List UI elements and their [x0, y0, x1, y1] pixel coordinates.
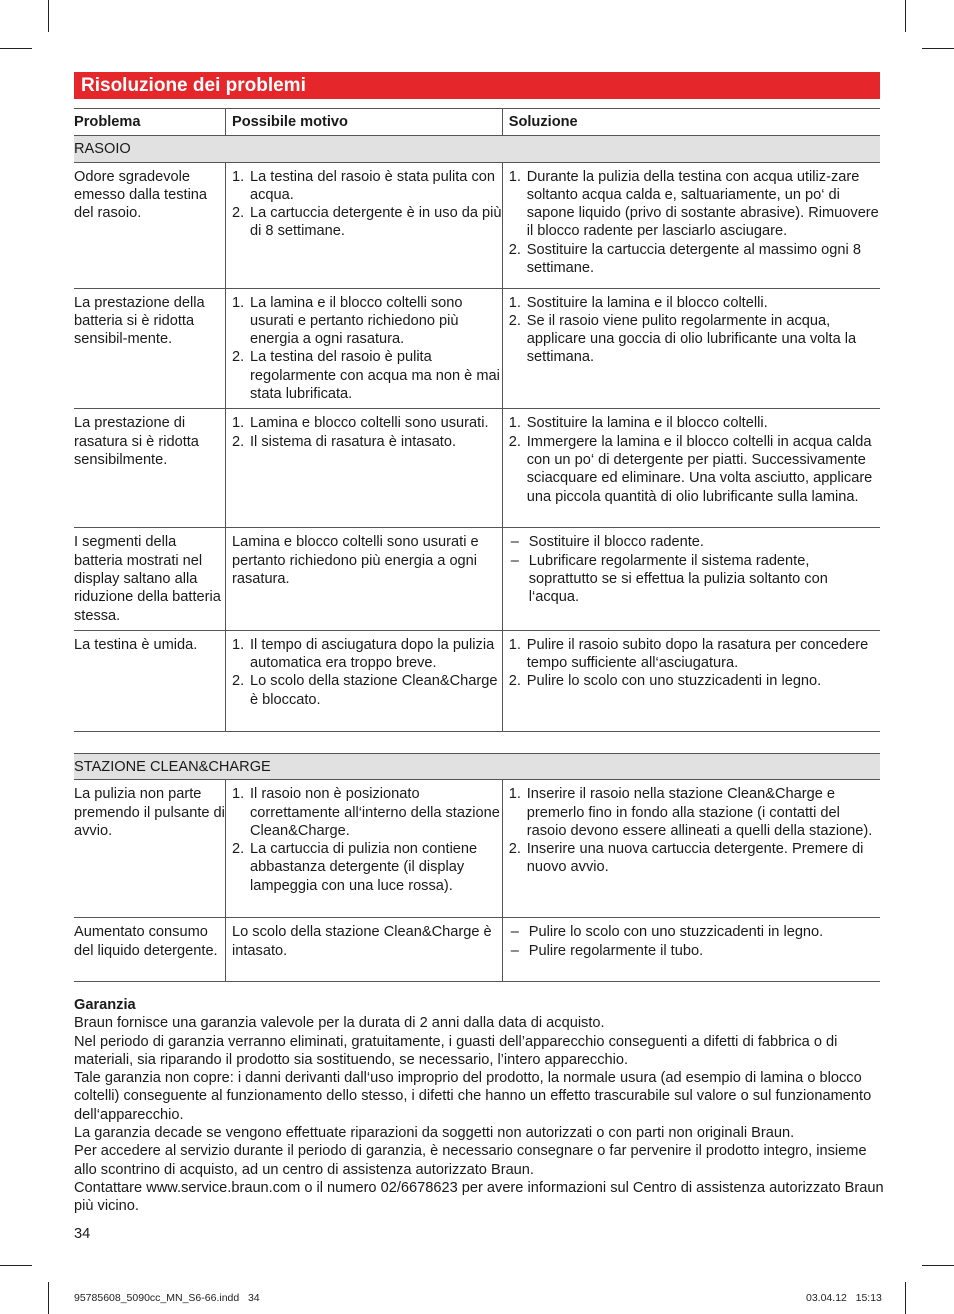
problem-cell: La prestazione della batteria si è ridotta sensibil-mente.	[74, 288, 226, 409]
table-row	[74, 918, 880, 982]
warranty-paragraph: Nel periodo di garanzia verranno eliminati, gratuitamente, i guasti dell’apparecchio conseguenti a difetti di fabbrica o di materiali, sia riparando il prodotto sia sostituendo, se necessario, l’intero apparecchio.	[74, 1033, 838, 1068]
warranty-paragraph: La garanzia decade se vengono effettuate riparazioni da soggetti non autorizzati o con parti non originali Braun.	[74, 1125, 795, 1142]
crop-mark	[48, 1282, 49, 1314]
table-row	[74, 528, 880, 630]
table-row	[74, 162, 880, 288]
list-item: 1. Lamina e blocco coltelli sono usurati.	[232, 415, 489, 432]
crop-mark	[0, 48, 32, 49]
list-item: – Pulire regolarmente il tubo.	[510, 942, 704, 959]
crop-mark	[905, 0, 906, 32]
solution-cell	[502, 528, 880, 630]
troubleshooting-table-station	[74, 753, 880, 982]
section-row	[74, 136, 880, 162]
list-item: 1. Durante la pulizia della testina con acqua utiliz-zare soltanto acqua calda e, saltuariamente, un po‘ di sapone liquido (privo di sostante abrasive). Rimuovere il blocco radente per lasciarlo asciugare.	[508, 168, 879, 240]
warranty-paragraph: Braun fornisce una garanzia valevole per la durata di 2 anni dalla data di acquisto.	[74, 1015, 605, 1032]
list-item: 2. La testina del rasoio è pulita regolarmente con acqua ma non è mai stata lubrificata.	[232, 349, 500, 403]
list-item: – Sostituire il blocco radente.	[510, 534, 704, 551]
list-item: 1. La testina del rasoio è stata pulita con acqua.	[232, 168, 496, 203]
solution-cell	[502, 409, 880, 528]
crop-mark	[922, 48, 954, 49]
footer-date: 03.04.12 15:13	[806, 1292, 882, 1304]
problem-cell: La prestazione di rasatura si è ridotta sensibilmente.	[74, 409, 226, 528]
table-header-row	[74, 109, 880, 136]
list-item: 1. La lamina e il blocco coltelli sono usurati e pertanto richiedono più energia a ogni rasatura.	[232, 294, 463, 348]
crop-mark	[0, 1265, 32, 1266]
table-row	[74, 288, 880, 409]
solution-cell	[502, 162, 880, 288]
warranty-paragraph: Tale garanzia non copre: i danni derivanti dall‘uso improprio del prodotto, la normale usura (ad esempio di lamina o blocco coltelli) conseguente al funzionamento dello stesso, i difetti che hanno un effetto trascurabile sul valore o sul funzionamento dell‘apparecchio.	[74, 1070, 872, 1123]
list-item: 1. Sostituire la lamina e il blocco coltelli.	[508, 294, 768, 311]
problem-cell: La pulizia non parte premendo il pulsante di avvio.	[74, 780, 226, 918]
reason-cell	[226, 409, 503, 528]
solution-cell	[502, 918, 880, 982]
warranty-section	[74, 996, 884, 1216]
reason-cell	[226, 288, 503, 409]
list-item: 2. Se il rasoio viene pulito regolarmente in acqua, applicare una goccia di olio lubrificante una volta la settimana.	[508, 312, 857, 366]
warranty-title: Garanzia	[74, 997, 136, 1013]
list-item: 2. Pulire lo scolo con uno stuzzicadenti in legno.	[508, 673, 822, 690]
table-row	[74, 780, 880, 918]
section-row	[74, 754, 880, 780]
problem-cell: I segmenti della batteria mostrati nel display saltano alla riduzione della batteria stessa.	[74, 528, 226, 630]
section-title: STAZIONE CLEAN&CHARGE	[74, 754, 880, 780]
warranty-paragraph: Contattare www.service.braun.com o il numero 02/6678623 per avere informazioni sul Centro di assistenza autorizzato Braun più vicino.	[74, 1179, 884, 1215]
list-item: 1. Sostituire la lamina e il blocco coltelli.	[508, 415, 768, 432]
list-item: – Lubrificare regolarmente il sistema radente, soprattutto se si effettua la pulizia soltanto con l‘acqua.	[510, 552, 828, 606]
solution-cell	[502, 780, 880, 918]
problem-cell: Odore sgradevole emesso dalla testina del rasoio.	[74, 162, 226, 288]
reason-cell: Lo scolo della stazione Clean&Charge è intasato.	[226, 918, 503, 982]
list-item: 2. Inserire una nuova cartuccia detergente. Premere di nuovo avvio.	[508, 841, 864, 876]
footer-file-info: 95785608_5090cc_MN_S6-66.indd 34	[74, 1292, 260, 1304]
list-item: 1. Il tempo di asciugatura dopo la pulizia automatica era troppo breve.	[232, 636, 495, 672]
section-header	[74, 72, 880, 99]
list-item: 1. Pulire il rasoio subito dopo la rasatura per concedere tempo sufficiente all‘asciugatura.	[508, 636, 869, 672]
table-row	[74, 409, 880, 528]
problem-cell: La testina è umida.	[74, 630, 226, 731]
reason-cell	[226, 780, 503, 918]
page-number: 34	[74, 1226, 91, 1242]
list-item: – Pulire lo scolo con uno stuzzicadenti in legno.	[510, 924, 824, 941]
list-item: 2. Immergere la lamina e il blocco coltelli in acqua calda con un po‘ di detergente per piatti. Successivamente sciacquare ed eliminare. Una volta asciutto, applicare una piccola quantità di olio lubrificante sulla lamina.	[508, 433, 873, 505]
list-item: 2. Il sistema di rasatura è intasato.	[232, 433, 457, 450]
reason-cell	[226, 162, 503, 288]
solution-cell	[502, 288, 880, 409]
solution-cell	[502, 630, 880, 731]
list-item: 2. Sostituire la cartuccia detergente al massimo ogni 8 settimane.	[508, 241, 861, 277]
column-header-solution: Soluzione	[502, 109, 880, 136]
column-header-reason: Possibile motivo	[226, 109, 503, 136]
table-row	[74, 630, 880, 731]
problem-cell: Aumentato consumo del liquido detergente.	[74, 918, 226, 982]
section-title: RASOIO	[74, 136, 880, 162]
crop-mark	[48, 0, 49, 32]
list-item: 1. Inserire il rasoio nella stazione Clean&Charge e premerlo fino in fondo alla stazione (i contatti del rasoio devono essere allineati a quelli della stazione).	[508, 786, 873, 839]
list-item: 2. La cartuccia detergente è in uso da più di 8 settimane.	[232, 205, 502, 240]
troubleshooting-table-shaver	[74, 108, 880, 732]
crop-mark	[905, 1282, 906, 1314]
reason-cell: Lamina e blocco coltelli sono usurati e pertanto richiedono più energia a ogni rasatura.	[226, 528, 503, 630]
column-header-problem: Problema	[74, 109, 226, 136]
list-item: 2. La cartuccia di pulizia non contiene abbastanza detergente (il display lampeggia con una luce rossa).	[232, 841, 478, 894]
list-item: 1. Il rasoio non è posizionato correttamente all‘interno della stazione Clean&Charge.	[232, 786, 500, 839]
warranty-paragraph: Per accedere al servizio durante il periodo di garanzia, è necessario consegnare o far pervenire il prodotto integro, insieme allo scontrino di acquisto, ad un centro di assistenza autorizzato Braun.	[74, 1143, 867, 1178]
reason-cell	[226, 630, 503, 731]
list-item: 2. Lo scolo della stazione Clean&Charge è bloccato.	[232, 673, 498, 708]
crop-mark	[922, 1265, 954, 1266]
page-title: Risoluzione dei problemi	[81, 75, 306, 96]
